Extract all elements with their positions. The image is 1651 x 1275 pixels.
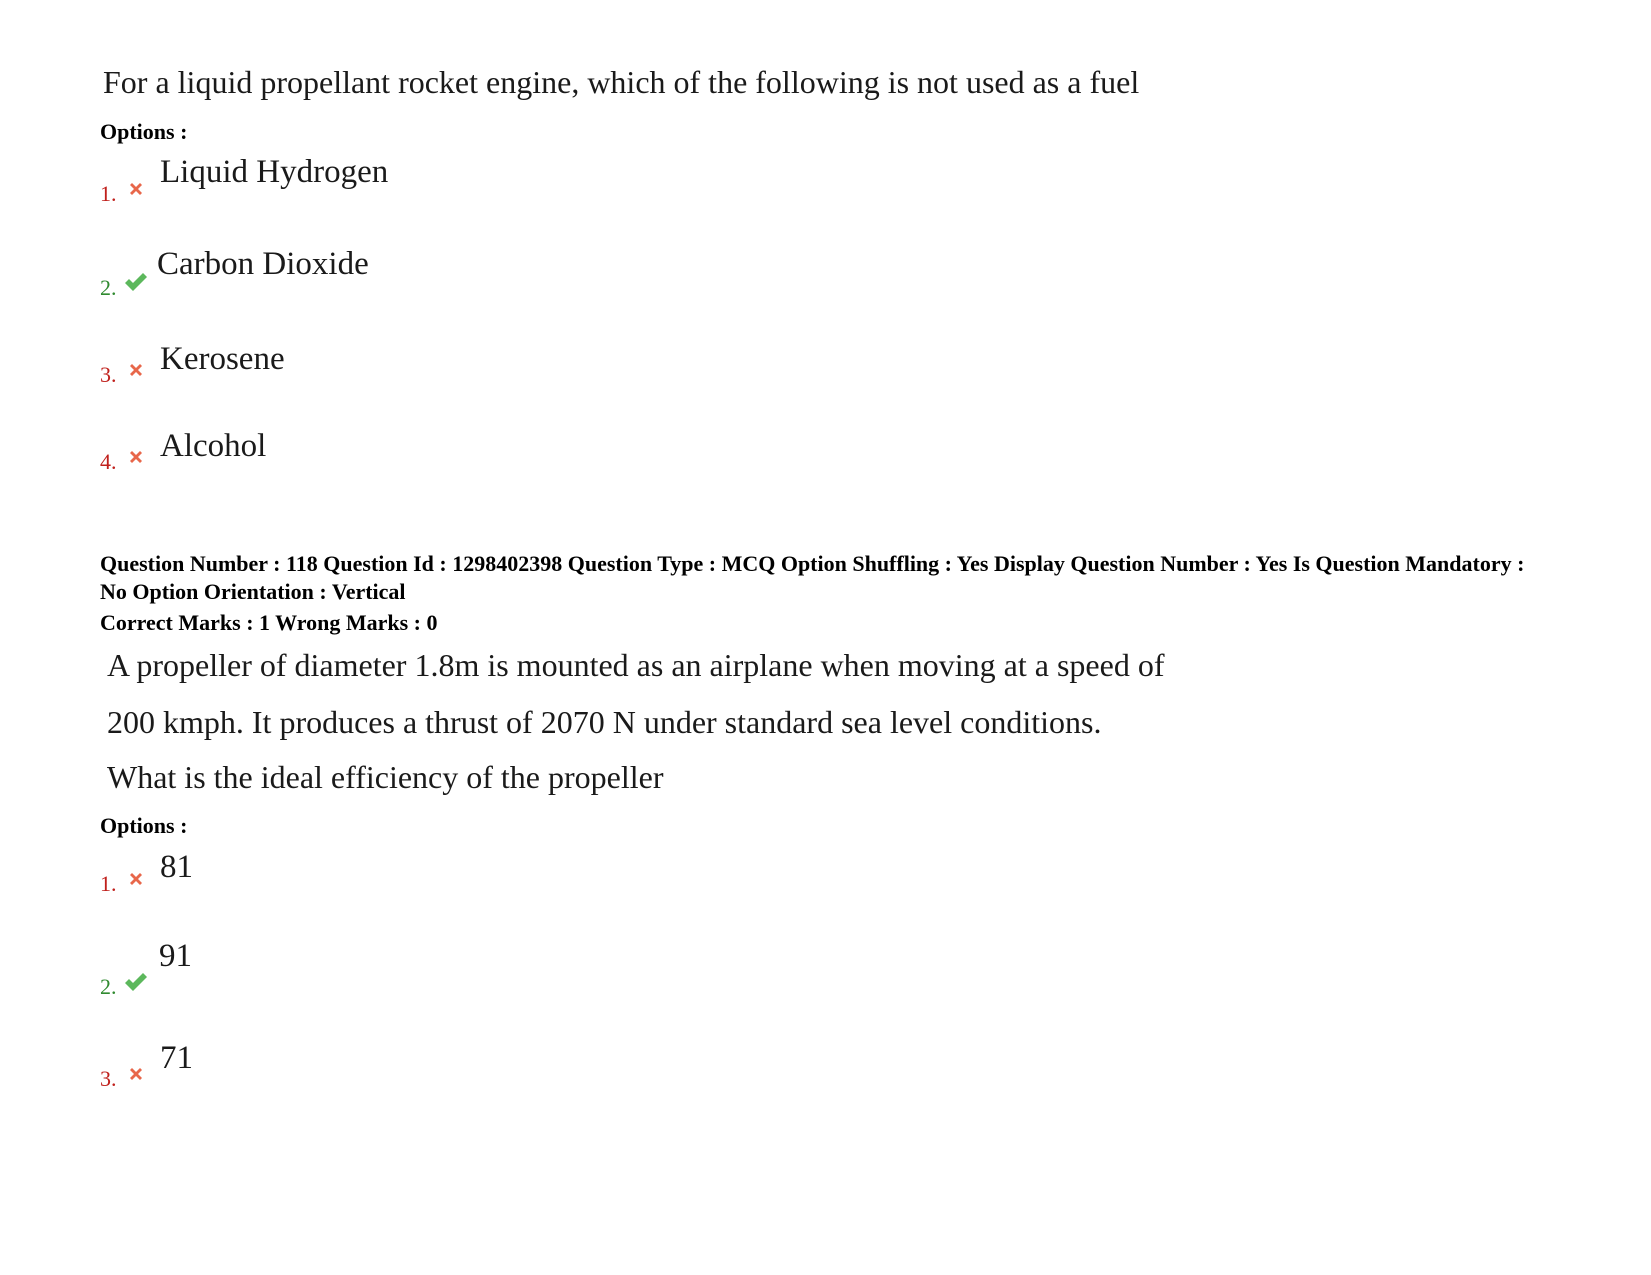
cross-icon <box>126 1064 146 1084</box>
cross-icon <box>126 179 146 199</box>
cross-icon <box>126 360 146 380</box>
options-label: Options : <box>100 813 188 838</box>
option-text: Alcohol <box>160 428 267 464</box>
option-text: 91 <box>159 938 192 974</box>
option-text: 71 <box>160 1040 193 1076</box>
options-label: Options : <box>100 119 188 144</box>
check-icon <box>124 971 148 993</box>
option-text: Liquid Hydrogen <box>160 154 389 190</box>
question-text-line: A propeller of diameter 1.8m is mounted as an airplane when moving at a speed of <box>107 647 1165 683</box>
check-icon <box>124 271 148 293</box>
cross-icon <box>126 869 146 889</box>
option-text: 81 <box>160 849 193 885</box>
option-number: 1. <box>100 181 117 206</box>
marks-line: Correct Marks : 1 Wrong Marks : 0 <box>100 610 438 635</box>
question-text: For a liquid propellant rocket engine, which of the following is not used as a fuel <box>103 64 1140 100</box>
question-text-line: 200 kmph. It produces a thrust of 2070 N under standard sea level conditions. <box>107 704 1102 740</box>
option-number: 2. <box>100 974 117 999</box>
option-text: Carbon Dioxide <box>157 246 369 282</box>
option-number: 3. <box>100 1066 117 1091</box>
option-number: 3. <box>100 362 117 387</box>
option-number: 2. <box>100 275 117 300</box>
question-meta: Question Number : 118 Question Id : 1298402398 Question Type : MCQ Option Shuffling : Yes Display Question Number : Yes Is Question Mandatory : No Option Orientation : Vertical <box>100 551 1525 604</box>
option-number: 1. <box>100 871 117 896</box>
option-number: 4. <box>100 449 117 474</box>
question-text-line: What is the ideal efficiency of the propeller <box>107 759 664 795</box>
cross-icon <box>126 447 146 467</box>
option-text: Kerosene <box>160 341 285 377</box>
